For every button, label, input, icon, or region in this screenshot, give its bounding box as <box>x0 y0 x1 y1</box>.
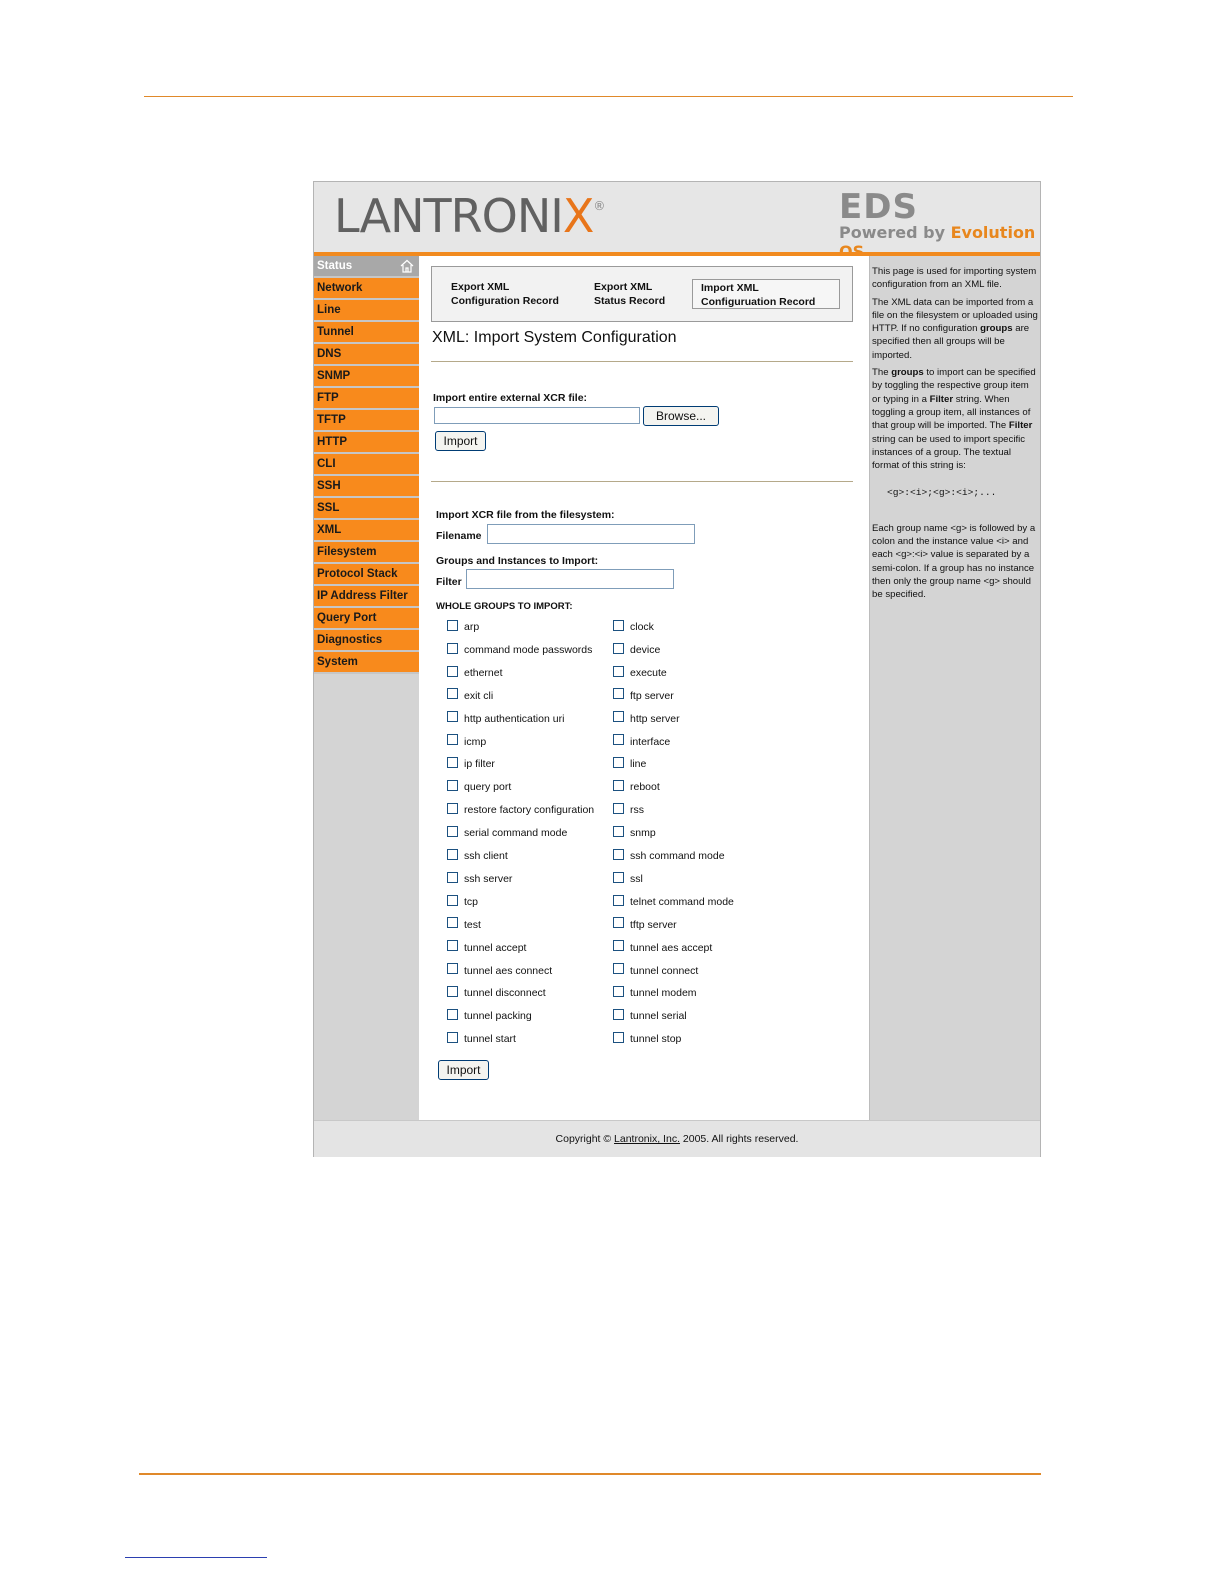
checkbox-label: test <box>464 918 481 931</box>
os-name: Evolution <box>950 223 1036 242</box>
group-checkbox-row[interactable] <box>447 987 546 1003</box>
sidebar-item-dns[interactable]: DNS <box>314 344 419 366</box>
checkbox[interactable] <box>447 826 458 837</box>
sidebar-item-system[interactable]: System <box>314 652 419 674</box>
checkbox[interactable] <box>613 803 624 814</box>
sidebar-item-xml[interactable]: XML <box>314 520 419 542</box>
group-checkbox-row[interactable] <box>613 987 697 1003</box>
group-checkbox-row[interactable] <box>613 1010 687 1026</box>
sidebar-item-snmp[interactable]: SNMP <box>314 366 419 388</box>
page-title: XML: Import System Configuration <box>432 329 677 346</box>
filename-label: Filename <box>436 530 482 542</box>
checkbox-label: ssl <box>630 872 643 885</box>
checkbox-label: ip filter <box>464 758 495 771</box>
checkbox[interactable] <box>447 1009 458 1020</box>
checkbox-label: tunnel modem <box>630 987 697 1000</box>
lantronix-logo <box>334 189 604 243</box>
group-checkbox-row[interactable] <box>447 736 486 752</box>
checkbox[interactable] <box>613 757 624 768</box>
tab-label-line2: Status Record <box>594 295 666 307</box>
group-checkbox-row[interactable] <box>613 827 656 843</box>
checkbox[interactable] <box>447 1032 458 1043</box>
checkbox[interactable] <box>447 643 458 654</box>
checkbox[interactable] <box>613 872 624 883</box>
filename-input[interactable] <box>487 524 695 544</box>
tab-export-config[interactable] <box>451 280 559 308</box>
sidebar-item-line[interactable]: Line <box>314 300 419 322</box>
checkbox[interactable] <box>613 734 624 745</box>
group-checkbox-row[interactable] <box>447 942 526 958</box>
group-checkbox-row[interactable] <box>447 873 512 889</box>
tab-label-line2: Configuration Record <box>451 295 559 307</box>
logo-text: LANTRONI <box>334 189 563 243</box>
checkbox[interactable] <box>613 620 624 631</box>
filter-label: Filter <box>436 576 462 588</box>
sidebar-item-protocol-stack[interactable]: Protocol Stack <box>314 564 419 586</box>
group-checkbox-row[interactable] <box>613 804 644 820</box>
tab-import-config[interactable] <box>692 279 840 309</box>
checkbox-label: icmp <box>464 735 487 748</box>
checkbox-label: interface <box>630 735 671 748</box>
checkbox-label: clock <box>630 621 654 633</box>
whole-groups-label: WHOLE GROUPS TO IMPORT: <box>436 601 573 612</box>
checkbox-label: line <box>630 758 647 771</box>
sidebar-item-diagnostics[interactable]: Diagnostics <box>314 630 419 652</box>
checkbox[interactable] <box>613 780 624 791</box>
copyright-suffix: 2005. All rights reserved. <box>679 1133 799 1145</box>
checkbox[interactable] <box>447 734 458 745</box>
sidebar-item-http[interactable]: HTTP <box>314 432 419 454</box>
checkbox-label: tunnel accept <box>464 941 527 954</box>
sidebar-item-network[interactable]: Network <box>314 278 419 300</box>
copyright-text: Copyright © <box>555 1133 615 1145</box>
group-checkbox-row[interactable] <box>613 781 660 797</box>
groups-instances-label: Groups and Instances to Import: <box>436 555 599 567</box>
group-checkbox-row[interactable] <box>613 965 698 981</box>
checkbox-label: tunnel serial <box>630 1010 687 1023</box>
external-file-input[interactable] <box>434 407 640 424</box>
header <box>314 182 1040 252</box>
group-checkbox-row[interactable] <box>447 1010 532 1026</box>
browser-frame <box>313 181 1041 1157</box>
group-checkbox-row[interactable] <box>613 873 643 889</box>
checkbox-label: tunnel packing <box>464 1010 532 1023</box>
sidebar-item-ssh[interactable]: SSH <box>314 476 419 498</box>
sidebar-item-status[interactable] <box>314 256 419 278</box>
checkbox[interactable] <box>447 940 458 951</box>
group-checkbox-row[interactable] <box>447 896 478 912</box>
checkbox-label: exit cli <box>464 689 494 702</box>
checkbox[interactable] <box>613 1032 624 1043</box>
group-checkbox-row[interactable] <box>613 942 712 958</box>
checkbox-label: tunnel aes accept <box>630 941 713 954</box>
checkbox-label: reboot <box>630 781 660 794</box>
checkbox[interactable] <box>447 963 458 974</box>
sidebar-item-tftp[interactable]: TFTP <box>314 410 419 432</box>
import-filesystem-button[interactable]: Import <box>438 1060 489 1080</box>
checkbox-label: tunnel disconnect <box>464 987 546 1000</box>
checkbox-label: ethernet <box>464 666 503 679</box>
checkbox[interactable] <box>447 849 458 860</box>
checkbox[interactable] <box>447 688 458 699</box>
checkbox-label: http authentication uri <box>464 712 565 725</box>
logo-x: X <box>562 189 594 243</box>
group-checkbox-row[interactable] <box>613 690 674 706</box>
group-checkbox-row[interactable] <box>447 781 511 797</box>
help-code: <g>:<i>;<g>:<i>;... <box>887 487 997 499</box>
help-text: to import can be specified by toggling the respective group item or typing in a <box>872 367 1036 405</box>
help-paragraph <box>872 296 1038 362</box>
checkbox[interactable] <box>613 849 624 860</box>
powered-by-text: Powered by <box>839 223 945 242</box>
checkbox-label: serial command mode <box>464 827 568 840</box>
help-bold: Filter <box>1008 420 1033 432</box>
checkbox-label: query port <box>464 781 512 794</box>
checkbox[interactable] <box>613 917 624 928</box>
checkbox[interactable] <box>613 666 624 677</box>
group-checkbox-row[interactable] <box>447 713 564 729</box>
filesystem-import-label: Import XCR file from the filesystem: <box>436 509 615 521</box>
help-text: The <box>872 367 892 379</box>
import-external-button[interactable]: Import <box>435 431 486 451</box>
tab-bar <box>431 266 853 322</box>
checkbox[interactable] <box>613 986 624 997</box>
checkbox[interactable] <box>447 895 458 906</box>
group-checkbox-row[interactable] <box>447 758 495 774</box>
checkbox[interactable] <box>613 711 624 722</box>
sidebar-item-query-port[interactable]: Query Port <box>314 608 419 630</box>
tab-label-line1: Import XML <box>701 282 759 294</box>
lantronix-link[interactable]: Lantronix, Inc. <box>614 1133 680 1145</box>
group-checkbox-row[interactable] <box>447 644 592 660</box>
main-content <box>419 256 869 1120</box>
sidebar-item-ssl[interactable]: SSL <box>314 498 419 520</box>
group-checkbox-row[interactable] <box>613 850 725 866</box>
checkbox[interactable] <box>613 643 624 654</box>
checkbox-label: ssh client <box>464 850 508 862</box>
sidebar-item-cli[interactable]: CLI <box>314 454 419 476</box>
checkbox[interactable] <box>447 757 458 768</box>
group-checkbox-row[interactable] <box>613 644 660 660</box>
sidebar-item-ftp[interactable]: FTP <box>314 388 419 410</box>
checkbox[interactable] <box>613 826 624 837</box>
divider <box>431 361 853 362</box>
sidebar-item-filesystem[interactable]: Filesystem <box>314 542 419 564</box>
sidebar <box>314 256 419 674</box>
help-panel <box>869 256 1040 1120</box>
help-bold: groups <box>891 367 924 379</box>
help-paragraph: This page is used for importing system configuration from an XML file. <box>872 266 1037 291</box>
checkbox-label: device <box>630 643 661 656</box>
checkbox-label: telnet command mode <box>630 895 734 908</box>
checkbox[interactable] <box>447 780 458 791</box>
checkbox[interactable] <box>447 872 458 883</box>
checkbox-label: ftp server <box>630 689 674 702</box>
group-checkbox-row[interactable] <box>613 896 734 912</box>
filter-input[interactable] <box>466 569 674 589</box>
help-text: string can be used to import specific instances of a group. The textual format of this string is: <box>872 433 1026 472</box>
group-checkbox-row[interactable] <box>447 667 503 683</box>
group-checkbox-row[interactable] <box>447 621 479 637</box>
group-checkbox-row[interactable] <box>447 1033 516 1049</box>
help-text: The XML data can be imported from a file on the filesystem or uploaded using HTTP. If no configuration <box>872 296 1038 335</box>
tab-label-line1: Export XML <box>594 281 653 293</box>
sidebar-item-ip-address-filter[interactable]: IP Address Filter <box>314 586 419 608</box>
checkbox-label: tunnel aes connect <box>464 964 553 977</box>
home-icon[interactable] <box>399 258 415 274</box>
checkbox[interactable] <box>613 1009 624 1020</box>
checkbox[interactable] <box>447 620 458 631</box>
checkbox[interactable] <box>613 940 624 951</box>
sidebar-item-tunnel[interactable]: Tunnel <box>314 322 419 344</box>
checkbox[interactable] <box>447 803 458 814</box>
logo-registered: ® <box>593 199 605 213</box>
help-paragraph: Each group name <g> is followed by a colon and the instance value <i> and each <g>:<i> value is separated by a semi-colon. If a group has no instance then only the group name <g> should be specified. <box>872 522 1036 601</box>
checkbox[interactable] <box>447 711 458 722</box>
group-checkbox-row[interactable] <box>613 758 646 774</box>
product-name: EDS <box>839 187 918 227</box>
import-external-label: Import entire external XCR file: <box>433 392 588 404</box>
checkbox-label: ssh command mode <box>630 850 725 862</box>
group-checkbox-row[interactable] <box>613 736 670 752</box>
checkbox-label: http server <box>630 712 680 725</box>
help-text: string. When toggling a group item, all instances of that group will be imported. The <box>872 393 1031 432</box>
group-checkbox-row[interactable] <box>447 804 594 820</box>
checkbox-label: arp <box>464 621 480 633</box>
checkbox-label: execute <box>630 666 667 679</box>
checkbox-label: command mode passwords <box>464 643 593 656</box>
tab-export-status[interactable] <box>594 280 665 308</box>
group-checkbox-row[interactable] <box>447 827 567 843</box>
checkbox-label: restore factory configuration <box>464 804 595 817</box>
checkbox-label: tunnel connect <box>630 964 699 977</box>
checkbox[interactable] <box>447 917 458 928</box>
help-text: are specified then all groups will be imported. <box>872 323 1030 361</box>
checkbox-label: tunnel start <box>464 1033 516 1046</box>
group-checkbox-row[interactable] <box>613 713 680 729</box>
divider <box>431 481 853 482</box>
checkbox[interactable] <box>613 688 624 699</box>
tab-label-line1: Export XML <box>451 281 510 293</box>
help-paragraph <box>872 366 1038 472</box>
bottom-rule <box>139 1473 1041 1475</box>
group-checkbox-row[interactable] <box>613 667 667 683</box>
group-checkbox-row[interactable] <box>447 919 481 935</box>
checkbox[interactable] <box>613 963 624 974</box>
group-checkbox-row[interactable] <box>447 965 552 981</box>
checkbox-label: tcp <box>464 895 479 908</box>
group-checkbox-row[interactable] <box>613 919 677 935</box>
help-bold: groups <box>980 323 1013 335</box>
help-bold: Filter <box>929 393 954 405</box>
checkbox[interactable] <box>447 666 458 677</box>
group-checkbox-row[interactable] <box>613 621 654 637</box>
group-checkbox-row[interactable] <box>613 1033 681 1049</box>
checkbox[interactable] <box>447 986 458 997</box>
group-checkbox-row[interactable] <box>447 690 493 706</box>
top-rule <box>144 96 1073 97</box>
browse-button[interactable]: Browse... <box>643 406 719 426</box>
footer-link-underline <box>125 1557 267 1558</box>
sidebar-item-label: Status <box>317 260 353 272</box>
checkbox-label: snmp <box>630 827 656 840</box>
checkbox[interactable] <box>613 895 624 906</box>
checkbox-label: tftp server <box>630 918 677 931</box>
group-checkbox-row[interactable] <box>447 850 508 866</box>
checkbox-label: ssh server <box>464 872 513 885</box>
checkbox-label: tunnel stop <box>630 1033 682 1046</box>
tab-label-line2: Configuruation Record <box>701 296 816 308</box>
footer <box>314 1120 1040 1157</box>
checkbox-label: rss <box>630 804 644 817</box>
